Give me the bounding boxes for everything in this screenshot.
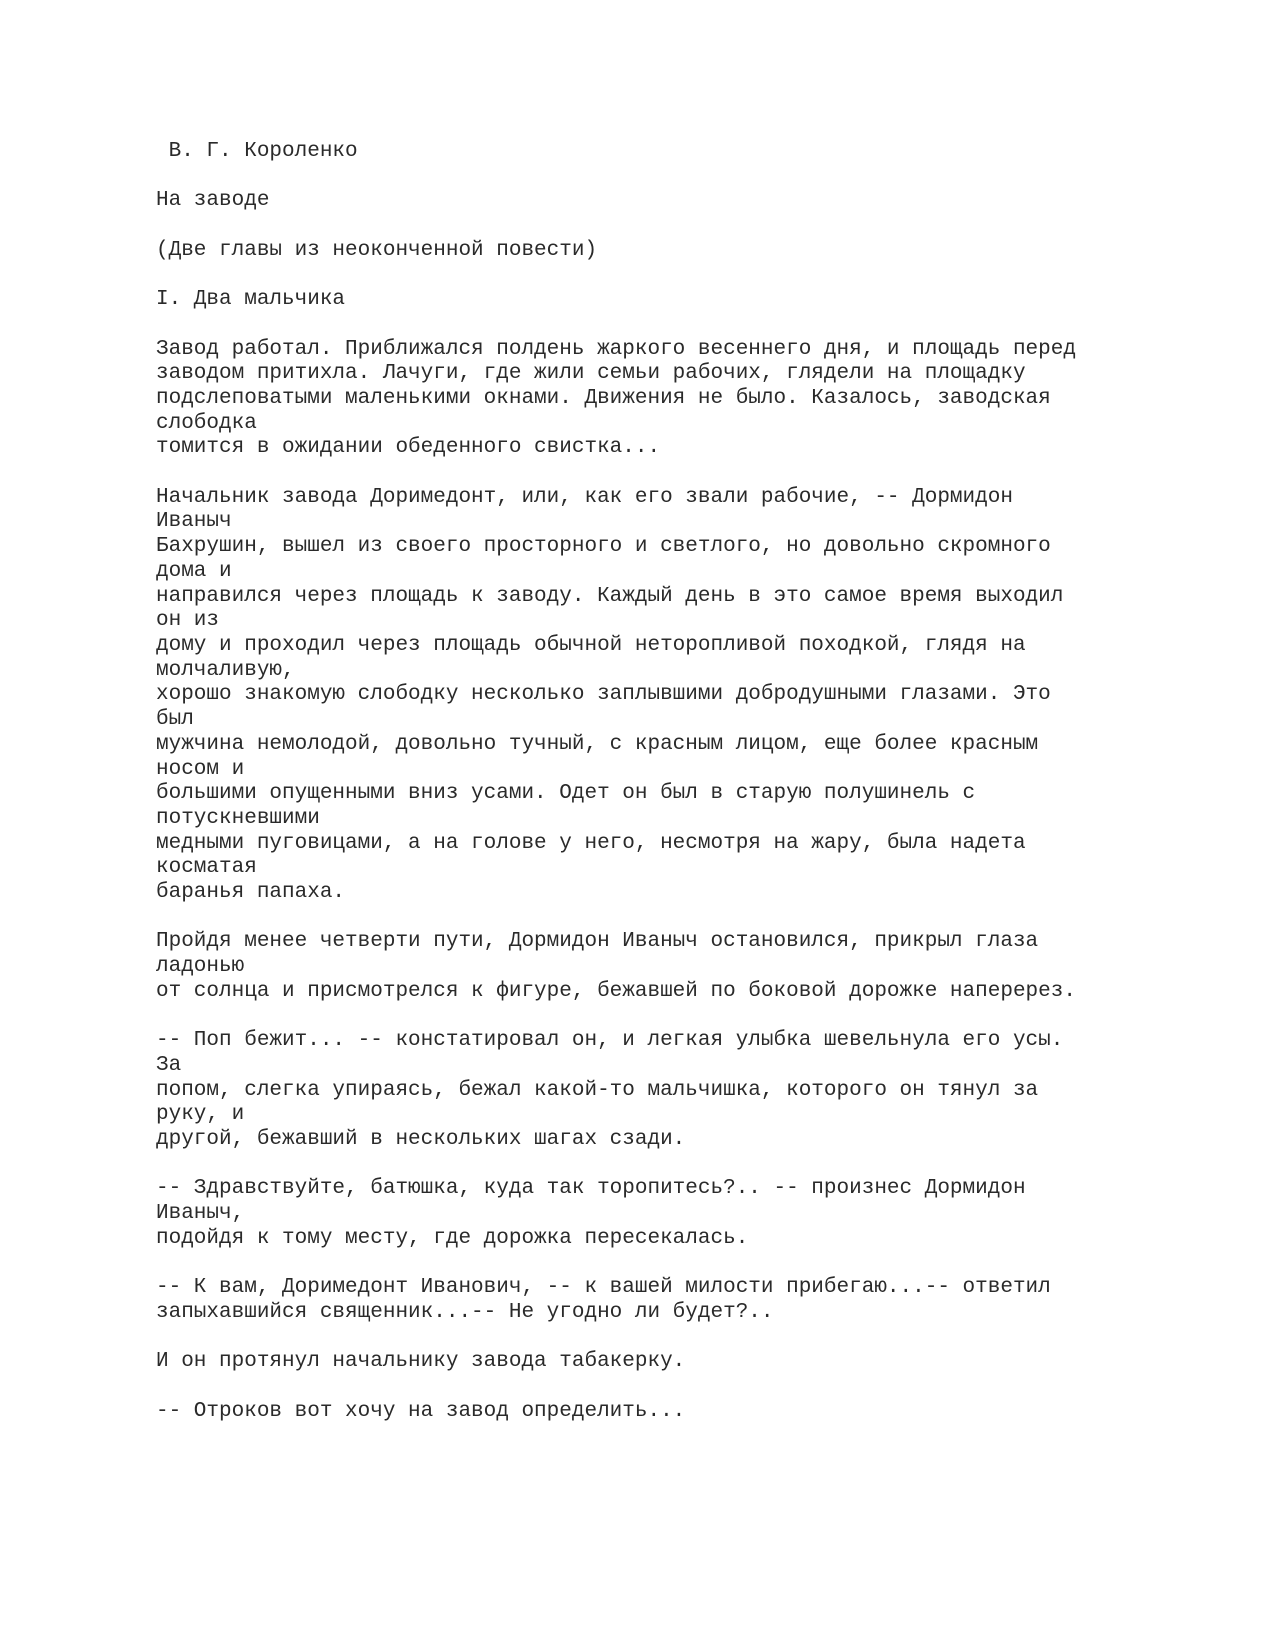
text-line: дома и: [156, 559, 232, 583]
text-line: медными пуговицами, а на голове у него, несмотря на жару, была надета: [156, 831, 1026, 855]
paragraph: [156, 1400, 1236, 1425]
paragraph: [156, 930, 1236, 1004]
document-page: [156, 140, 1236, 1424]
spacer: [156, 906, 1236, 931]
spacer: [156, 1005, 1236, 1030]
text-line: подслеповатыми маленькими окнами. Движения не было. Казалось, заводская: [156, 386, 1051, 410]
text-line: Начальник завода Доримедонт, или, как его звали рабочие, -- Дормидон: [156, 485, 1013, 509]
paragraph: [156, 486, 1236, 906]
text-line: был: [156, 708, 194, 732]
text-line: от солнца и присмотрелся к фигуре, бежавшей по боковой дорожке наперерез.: [156, 979, 1076, 1003]
text-line: ладонью: [156, 955, 245, 979]
text-line: -- К вам, Доримедонт Иванович, -- к вашей милости прибегаю...-- ответил: [156, 1276, 1051, 1300]
paragraph: [156, 1350, 1236, 1375]
spacer: [156, 461, 1236, 486]
text-line: косматая: [156, 856, 257, 880]
text-line: он из: [156, 609, 220, 633]
spacer: [156, 1326, 1236, 1351]
text-line: носом и: [156, 757, 245, 781]
text-line: руку, и: [156, 1103, 245, 1127]
chapter-heading: I. Два мальчика: [156, 288, 346, 312]
text-line: молчаливую,: [156, 658, 295, 682]
spacer: [156, 165, 1236, 190]
text-line: хорошо знакомую слободку несколько заплывшими добродушными глазами. Это: [156, 683, 1051, 707]
author-line: В. Г. Короленко: [156, 140, 358, 163]
paragraph: [156, 1029, 1236, 1153]
text-line: За: [156, 1053, 182, 1077]
paragraph: [156, 1177, 1236, 1251]
story-body: [156, 338, 1236, 1425]
text-line: Иваныч,: [156, 1202, 245, 1226]
text-line: другой, бежавший в нескольких шагах сзади.: [156, 1128, 686, 1152]
text-line: заводом притихла. Лачуги, где жили семьи рабочих, глядели на площадку: [156, 362, 1026, 386]
text-line: баранья папаха.: [156, 881, 346, 905]
text-line: дому и проходил через площадь обычной неторопливой походкой, глядя на: [156, 633, 1026, 657]
text-line: И он протянул начальнику завода табакерку.: [156, 1350, 686, 1374]
story-title: На заводе: [156, 189, 270, 213]
paragraph: [156, 338, 1236, 462]
text-line: подойдя к тому месту, где дорожка пересекалась.: [156, 1226, 749, 1250]
text-line: Иваныч: [156, 510, 232, 534]
text-line: потускневшими: [156, 806, 320, 830]
text-line: -- Здравствуйте, батюшка, куда так торопитесь?.. -- произнес Дормидон: [156, 1177, 1026, 1201]
text-line: Пройдя менее четверти пути, Дормидон Иваныч остановился, прикрыл глаза: [156, 930, 1039, 954]
spacer: [156, 1375, 1236, 1400]
text-line: Бахрушин, вышел из своего просторного и светлого, но довольно скромного: [156, 535, 1051, 559]
text-line: запыхавшийся священник...-- Не угодно ли будет?..: [156, 1300, 774, 1324]
text-line: попом, слегка упираясь, бежал какой-то мальчишка, которого он тянул за: [156, 1078, 1039, 1102]
paragraph: [156, 1276, 1236, 1325]
text-line: -- Отроков вот хочу на завод определить...: [156, 1399, 686, 1423]
spacer: [156, 214, 1236, 239]
text-line: слободка: [156, 411, 257, 435]
text-line: направился через площадь к заводу. Каждый день в это самое время выходил: [156, 584, 1064, 608]
text-line: мужчина немолодой, довольно тучный, с красным лицом, еще более красным: [156, 732, 1039, 756]
spacer: [156, 1153, 1236, 1178]
spacer: [156, 1252, 1236, 1277]
text-line: большими опущенными вниз усами. Одет он был в старую полушинель с: [156, 782, 976, 806]
text-line: томится в ожидании обеденного свистка...: [156, 436, 661, 460]
text-line: Завод работал. Приближался полдень жаркого весеннего дня, и площадь перед: [156, 337, 1076, 361]
spacer: [156, 313, 1236, 338]
spacer: [156, 263, 1236, 288]
story-subtitle: (Две главы из неоконченной повести): [156, 238, 598, 262]
text-line: -- Поп бежит... -- констатировал он, и легкая улыбка шевельнула его усы.: [156, 1029, 1064, 1053]
